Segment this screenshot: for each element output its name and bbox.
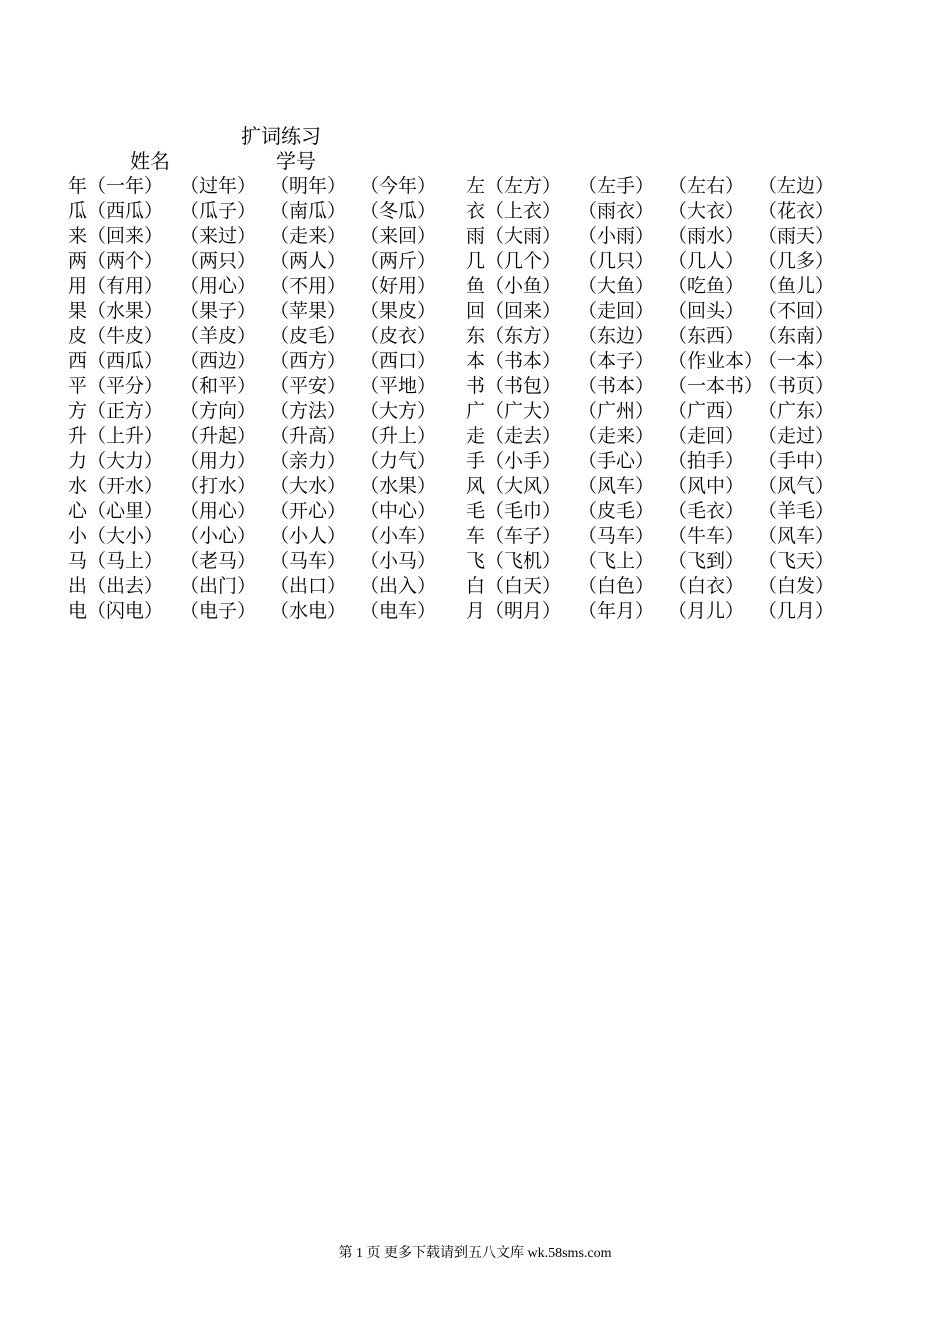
word-entry: （马车）: [578, 525, 655, 547]
word-entry: （西边）: [180, 350, 257, 372]
word-row: [68, 424, 908, 449]
word-entry: （电车）: [360, 600, 437, 622]
character-entry: 东（东方）: [466, 325, 562, 347]
character-entry: 走（走去）: [466, 425, 562, 447]
word-row: [68, 199, 908, 224]
word-entry: （走过）: [758, 425, 835, 447]
character-entry: 雨（大雨）: [466, 225, 562, 247]
word-entry: （亲力）: [270, 450, 347, 472]
character-entry: 左（左方）: [466, 175, 562, 197]
word-row: [68, 599, 908, 624]
word-entry: （水电）: [270, 600, 347, 622]
word-entry: （东边）: [578, 325, 655, 347]
student-id-label: 学号: [276, 149, 316, 173]
word-entry: （广东）: [758, 400, 835, 422]
word-entry: （升高）: [270, 425, 347, 447]
word-row: [68, 174, 908, 199]
word-entry: （升起）: [180, 425, 257, 447]
word-entry: （牛车）: [668, 525, 745, 547]
word-entry: （羊皮）: [180, 325, 257, 347]
character-entry: 毛（毛巾）: [466, 500, 562, 522]
word-entry: （出入）: [360, 575, 437, 597]
word-entry: （鱼儿）: [758, 275, 835, 297]
word-entry: （今年）: [360, 175, 437, 197]
word-row: [68, 274, 908, 299]
word-entry: （大方）: [360, 400, 437, 422]
character-entry: 皮（牛皮）: [68, 325, 164, 347]
word-entry: （两斤）: [360, 250, 437, 272]
word-entry: （出门）: [180, 575, 257, 597]
character-entry: 用（有用）: [68, 275, 164, 297]
character-entry: 心（心里）: [68, 500, 164, 522]
word-entry: （几只）: [578, 250, 655, 272]
word-entry: （皮毛）: [270, 325, 347, 347]
word-entry: （好用）: [360, 275, 437, 297]
word-entry: （走来）: [270, 225, 347, 247]
word-entry: （冬瓜）: [360, 200, 437, 222]
word-entry: （升上）: [360, 425, 437, 447]
word-entry: （小雨）: [578, 225, 655, 247]
word-entry: （吃鱼）: [668, 275, 745, 297]
character-entry: 回（回来）: [466, 300, 562, 322]
word-exercise-list: [68, 174, 908, 624]
character-entry: 几（几个）: [466, 250, 562, 272]
character-entry: 瓜（西瓜）: [68, 200, 164, 222]
word-entry: （小车）: [360, 525, 437, 547]
word-entry: （风中）: [668, 475, 745, 497]
character-entry: 方（正方）: [68, 400, 164, 422]
word-entry: （一本）: [758, 350, 835, 372]
character-entry: 白（白天）: [466, 575, 562, 597]
word-entry: （用心）: [180, 500, 257, 522]
word-entry: （大水）: [270, 475, 347, 497]
word-entry: （水果）: [360, 475, 437, 497]
word-entry: （用心）: [180, 275, 257, 297]
word-entry: （苹果）: [270, 300, 347, 322]
word-entry: （走回）: [668, 425, 745, 447]
word-entry: （羊毛）: [758, 500, 835, 522]
word-entry: （用力）: [180, 450, 257, 472]
word-entry: （拍手）: [668, 450, 745, 472]
word-entry: （平安）: [270, 375, 347, 397]
word-entry: （毛衣）: [668, 500, 745, 522]
word-row: [68, 524, 908, 549]
word-entry: （西口）: [360, 350, 437, 372]
word-entry: （左右）: [668, 175, 745, 197]
word-entry: （雨衣）: [578, 200, 655, 222]
word-row: [68, 449, 908, 474]
word-entry: （电子）: [180, 600, 257, 622]
word-entry: （平地）: [360, 375, 437, 397]
word-entry: （来过）: [180, 225, 257, 247]
character-entry: 小（大小）: [68, 525, 164, 547]
word-entry: （飞上）: [578, 550, 655, 572]
word-entry: （手中）: [758, 450, 835, 472]
character-entry: 西（西瓜）: [68, 350, 164, 372]
word-entry: （一本书）: [668, 375, 764, 397]
word-entry: （走回）: [578, 300, 655, 322]
word-entry: （方法）: [270, 400, 347, 422]
word-entry: （打水）: [180, 475, 257, 497]
word-entry: （不用）: [270, 275, 347, 297]
character-entry: 果（水果）: [68, 300, 164, 322]
word-entry: （风车）: [578, 475, 655, 497]
word-entry: （皮衣）: [360, 325, 437, 347]
word-entry: （几多）: [758, 250, 835, 272]
page-title: 扩词练习: [241, 124, 321, 148]
word-entry: （风车）: [758, 525, 835, 547]
word-entry: （力气）: [360, 450, 437, 472]
word-entry: （走来）: [578, 425, 655, 447]
word-entry: （左手）: [578, 175, 655, 197]
character-entry: 书（书包）: [466, 375, 562, 397]
character-entry: 力（大力）: [68, 450, 164, 472]
word-row: [68, 574, 908, 599]
character-entry: 两（两个）: [68, 250, 164, 272]
word-row: [68, 324, 908, 349]
word-entry: （书页）: [758, 375, 835, 397]
word-entry: （大衣）: [668, 200, 745, 222]
word-entry: （年月）: [578, 600, 655, 622]
word-entry: （来回）: [360, 225, 437, 247]
character-entry: 平（平分）: [68, 375, 164, 397]
character-entry: 衣（上衣）: [466, 200, 562, 222]
word-entry: （南瓜）: [270, 200, 347, 222]
word-entry: （过年）: [180, 175, 257, 197]
word-entry: （白色）: [578, 575, 655, 597]
character-entry: 年（一年）: [68, 175, 164, 197]
word-entry: （果皮）: [360, 300, 437, 322]
word-entry: （白发）: [758, 575, 835, 597]
word-entry: （出口）: [270, 575, 347, 597]
word-entry: （左边）: [758, 175, 835, 197]
character-entry: 鱼（小鱼）: [466, 275, 562, 297]
word-row: [68, 374, 908, 399]
word-entry: （广州）: [578, 400, 655, 422]
word-entry: （马车）: [270, 550, 347, 572]
word-row: [68, 399, 908, 424]
word-entry: （飞到）: [668, 550, 745, 572]
character-entry: 手（小手）: [466, 450, 562, 472]
word-entry: （明年）: [270, 175, 347, 197]
word-entry: （回头）: [668, 300, 745, 322]
character-entry: 广（广大）: [466, 400, 562, 422]
character-entry: 车（车子）: [466, 525, 562, 547]
word-entry: （两只）: [180, 250, 257, 272]
character-entry: 飞（飞机）: [466, 550, 562, 572]
word-entry: （东南）: [758, 325, 835, 347]
word-row: [68, 549, 908, 574]
character-entry: 出（出去）: [68, 575, 164, 597]
word-entry: （手心）: [578, 450, 655, 472]
word-entry: （果子）: [180, 300, 257, 322]
character-entry: 风（大风）: [466, 475, 562, 497]
word-entry: （瓜子）: [180, 200, 257, 222]
word-entry: （本子）: [578, 350, 655, 372]
word-entry: （小心）: [180, 525, 257, 547]
word-entry: （两人）: [270, 250, 347, 272]
character-entry: 电（闪电）: [68, 600, 164, 622]
word-entry: （东西）: [668, 325, 745, 347]
word-entry: （不回）: [758, 300, 835, 322]
word-entry: （月儿）: [668, 600, 745, 622]
word-row: [68, 474, 908, 499]
word-entry: （几月）: [758, 600, 835, 622]
word-entry: （广西）: [668, 400, 745, 422]
character-entry: 本（书本）: [466, 350, 562, 372]
word-row: [68, 224, 908, 249]
character-entry: 马（马上）: [68, 550, 164, 572]
word-entry: （雨天）: [758, 225, 835, 247]
word-entry: （老马）: [180, 550, 257, 572]
word-entry: （方向）: [180, 400, 257, 422]
word-entry: （飞天）: [758, 550, 835, 572]
word-entry: （白衣）: [668, 575, 745, 597]
word-entry: （作业本）: [668, 350, 764, 372]
word-entry: （风气）: [758, 475, 835, 497]
word-entry: （书本）: [578, 375, 655, 397]
word-entry: （和平）: [180, 375, 257, 397]
character-entry: 升（上升）: [68, 425, 164, 447]
word-entry: （雨水）: [668, 225, 745, 247]
word-entry: （几人）: [668, 250, 745, 272]
word-entry: （西方）: [270, 350, 347, 372]
character-entry: 水（开水）: [68, 475, 164, 497]
word-entry: （小人）: [270, 525, 347, 547]
character-entry: 来（回来）: [68, 225, 164, 247]
word-entry: （皮毛）: [578, 500, 655, 522]
word-row: [68, 349, 908, 374]
word-entry: （小马）: [360, 550, 437, 572]
name-label: 姓名: [130, 149, 170, 173]
word-row: [68, 299, 908, 324]
page-footer: 第 1 页 更多下载请到五八文库 wk.58sms.com: [338, 1246, 612, 1261]
word-entry: （中心）: [360, 500, 437, 522]
character-entry: 月（明月）: [466, 600, 562, 622]
word-entry: （花衣）: [758, 200, 835, 222]
word-row: [68, 249, 908, 274]
word-row: [68, 499, 908, 524]
word-entry: （大鱼）: [578, 275, 655, 297]
word-entry: （开心）: [270, 500, 347, 522]
